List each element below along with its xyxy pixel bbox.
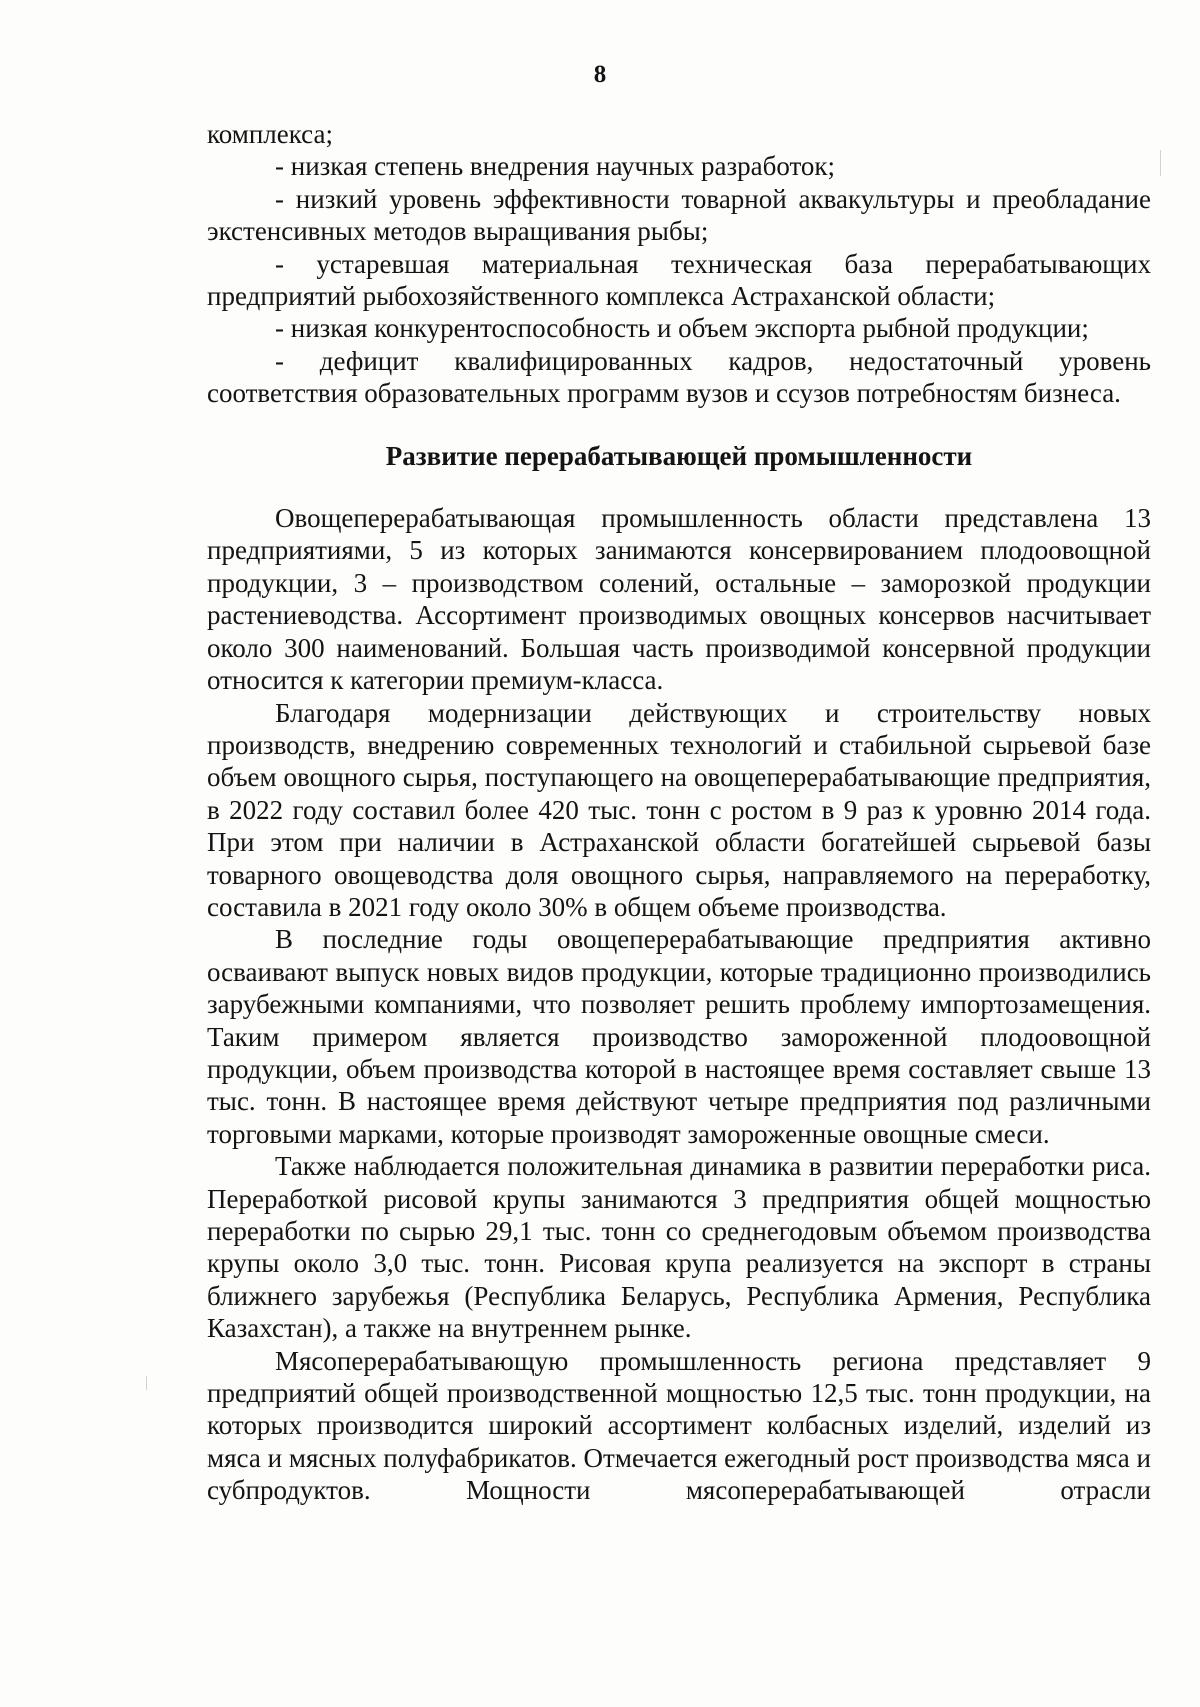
page-number: 8 xyxy=(593,61,607,88)
scan-margin-mark xyxy=(146,1376,147,1390)
continuation-text: комплекса; xyxy=(207,119,333,149)
list-item: - устаревшая материальная техническая база перерабатывающих предприятий рыбохозяйственного комплекса Астраханской области; xyxy=(207,248,1151,312)
list-item: - низкая конкурентоспособность и объем экспорта рыбной продукции; xyxy=(275,313,1089,344)
paragraph-rice-processing: Также наблюдается положительная динамика в развитии переработки риса. Переработкой рисовой крупы занимаются 3 предприятия общей мощностью переработки по сырью 29,1 тыс. тонн со среднегодовым объемом производства крупы около 3,0 тыс. тонн. Рисовая крупа реализуется на экспорт в страны ближнего зарубежья (Республика Беларусь, Республика Армения, Республика Казахстан), а также на внутреннем рынке. xyxy=(207,1151,1151,1344)
list-item: - дефицит квалифицированных кадров, недостаточный уровень соответствия образовательных программ вузов и ссузов потребностям бизнеса. xyxy=(207,345,1151,409)
problem-list xyxy=(207,150,1151,409)
scan-margin-mark xyxy=(1160,150,1161,176)
section-heading: Развитие перерабатывающей промышленности xyxy=(385,440,973,471)
paragraph-meat-processing: Мясоперерабатывающую промышленность региона представляет 9 предприятий общей производственной мощностью 12,5 тыс. тонн продукции, на которых производится широкий ассортимент колбасных изделий, изделий из мяса и мясных полуфабрикатов. Отмечается ежегодный рост производства мяса и субпродуктов. Мощности мясоперерабатывающей отрасли xyxy=(207,1345,1151,1506)
paragraph-import-substitution: В последние годы овощеперерабатывающие предприятия активно осваивают выпуск новых видов продукции, которые традиционно производились зарубежными компаниями, что позволяет решить проблему импортозамещения. Таким примером является производство замороженной плодоовощной продукции, объем производства которой в настоящее время составляет свыше 13 тыс. тонн. В настоящее время действуют четыре предприятия под различными торговыми марками, которые производят замороженные овощные смеси. xyxy=(207,924,1151,1149)
list-item: - низкая степень внедрения научных разработок; xyxy=(275,151,836,182)
section-body xyxy=(207,502,1151,1507)
paragraph-modernization: Благодаря модернизации действующих и строительству новых производств, внедрению современных технологий и стабильной сырьевой базе объем овощного сырья, поступающего на овощеперерабатывающие предприятия, в 2022 году составил более 420 тыс. тонн с ростом в 9 раз к уровню 2014 года. При этом при наличии в Астраханской области богатейшей сырьевой базы товарного овощеводства доля овощного сырья, направляемого на переработку, составила в 2021 году около 30% в общем объеме производства. xyxy=(207,697,1151,922)
paragraph-vegetable-processing: Овощеперерабатывающая промышленность области представлена 13 предприятиями, 5 из которых занимаются консервированием плодоовощной продукции, 3 – производством солений, остальные – заморозкой продукции растениеводства. Ассортимент производимых овощных консервов насчитывает около 300 наименований. Большая часть производимой консервной продукции относится к категории премиум-класса. xyxy=(207,503,1151,696)
page-body xyxy=(207,118,1151,1507)
list-item: - низкий уровень эффективности товарной аквакультуры и преобладание экстенсивных методов выращивания рыбы; xyxy=(207,183,1151,247)
